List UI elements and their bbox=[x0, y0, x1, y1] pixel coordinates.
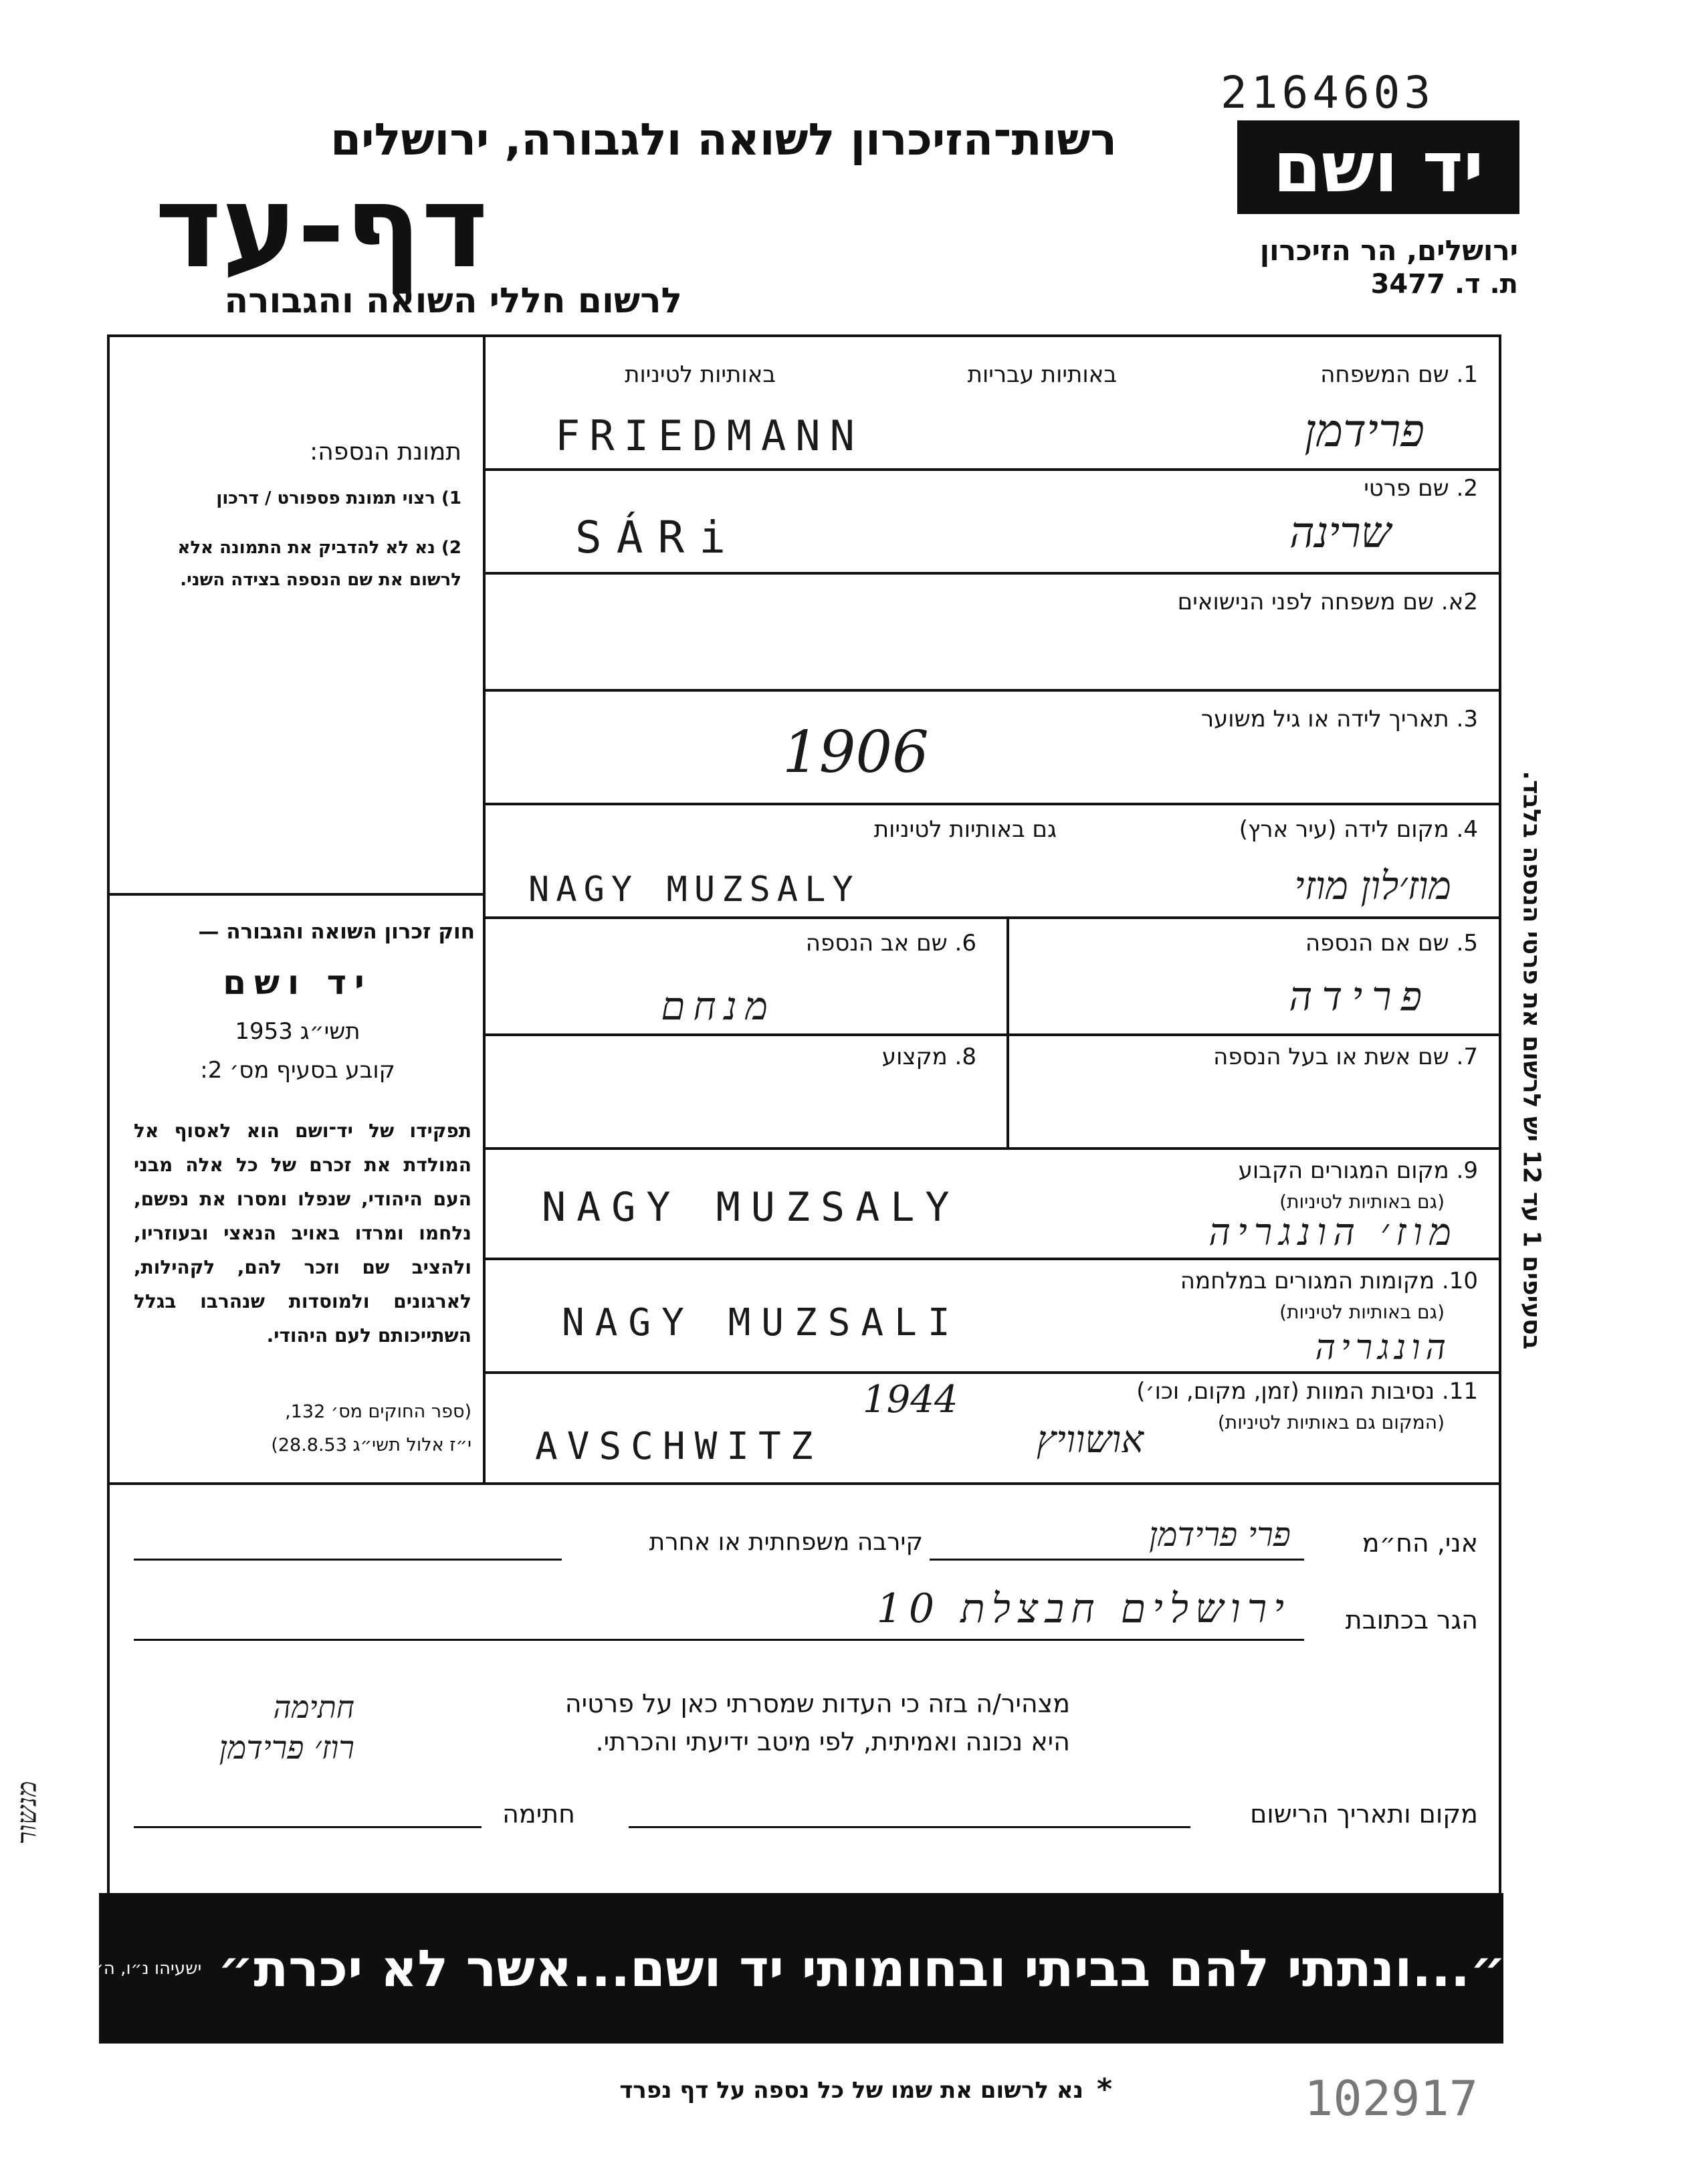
field-2-value-hebrew[interactable]: שרינה bbox=[1289, 508, 1391, 558]
footer-star: * bbox=[1097, 2072, 1113, 2106]
yad-vashem-logo bbox=[1237, 120, 1519, 214]
law-paragraph: תפקידו של יד־ושם הוא לאסוף אל המולדת את זכרם של כל אלה מבני העם היהודי, שנפלו ומסרו את נפשם, נלחמו ומרדו באויב הנאצי ובעוזריו, ולהציב שם וזכר להם, לקהילות, לארגונים ולמוסדות שנהרבו בגלל השתייכותם לעם היהודי. bbox=[134, 1120, 471, 1347]
left-column-divider bbox=[483, 334, 486, 1485]
declaration-relation-line[interactable] bbox=[134, 1559, 562, 1561]
row-sep-8 bbox=[483, 1258, 1501, 1260]
logo-text: יד ושם bbox=[1273, 126, 1484, 208]
place-date-label: מקום ותאריך הרישום bbox=[1250, 1799, 1478, 1829]
signature-note-1: חתימה bbox=[273, 1689, 354, 1725]
field-11-value-latin[interactable]: AVSCHWITZ bbox=[535, 1425, 823, 1468]
field-3-value[interactable]: 1906 bbox=[782, 719, 929, 786]
law-clause: קובע בסעיף מס׳ 2: bbox=[200, 1057, 395, 1084]
field-4-latin-note: גם באותיות לטיניות bbox=[873, 816, 1057, 843]
field-1-value-hebrew[interactable]: פרידמן bbox=[1304, 405, 1425, 458]
field-10-note: (גם באותיות לטיניות) bbox=[1279, 1301, 1445, 1323]
form-title: דף-עד bbox=[154, 161, 488, 294]
declaration-statement-2: היא נכונה ואמיתית, לפי מיטב ידיעתי והכרתי. bbox=[595, 1727, 1070, 1757]
field-2a-label: 2א. שם משפחה לפני הנישואים bbox=[1177, 589, 1478, 615]
field-11-value-hebrew[interactable]: אושוויץ bbox=[1036, 1418, 1144, 1462]
photo-note-2: 2) נא לא להדביק את התמונה אלא לרשום את שם הנספה בצידה השני. bbox=[177, 538, 461, 590]
row-sep-2 bbox=[483, 572, 1501, 575]
field-5-value[interactable]: פרידה bbox=[1289, 973, 1431, 1020]
field-9-note: (גם באותיות לטיניות) bbox=[1279, 1191, 1445, 1213]
field-9-value-latin[interactable]: NAGY MUZSALY bbox=[542, 1184, 960, 1231]
field-1-latin-col: באותיות לטיניות bbox=[625, 361, 776, 388]
field-5-label: 5. שם אם הנספה bbox=[1305, 930, 1478, 957]
field-7-label: 7. שם אשת או בעל הנספה bbox=[1213, 1044, 1478, 1070]
field-2-value-latin[interactable]: SÁRi bbox=[575, 512, 740, 563]
field-10-label: 10. מקומות המגורים במלחמה bbox=[1180, 1268, 1478, 1294]
signature-margin bbox=[7, 1746, 47, 1880]
field-11-label: 11. נסיבות המוות (זמן, מקום, וכו׳) bbox=[1136, 1378, 1478, 1405]
declaration-i-value[interactable]: פרי פרידמן bbox=[1149, 1515, 1291, 1554]
field-9-label: 9. מקום המגורים הקבוע bbox=[1238, 1157, 1478, 1184]
photo-note-1: 1) רצוי תמונת פספורט / דרכון bbox=[216, 488, 461, 508]
banner-quote: ״...ונתתי להם בביתי ובחומותי יד ושם...אשר לא יכרת״ bbox=[217, 1939, 1506, 1998]
field-11-note: (המקום גם באותיות לטיניות) bbox=[1217, 1411, 1445, 1433]
signature-note-2: רוז׳ פרידמן bbox=[219, 1729, 354, 1767]
declaration-i-line bbox=[930, 1559, 1304, 1561]
field-11-year[interactable]: 1944 bbox=[863, 1378, 958, 1421]
row-sep-6 bbox=[483, 1033, 1501, 1036]
banner-source: ישעיהו נ״ו, ה׳ bbox=[96, 1958, 202, 1979]
field-3-label: 3. תאריך לידה או גיל משוער bbox=[1200, 706, 1478, 732]
quote-banner bbox=[96, 1893, 1506, 2044]
field-6-label: 6. שם אב הנספה bbox=[805, 930, 976, 957]
fields-bottom-line bbox=[107, 1482, 1501, 1485]
field-10-value-hebrew[interactable]: הונגריה bbox=[1315, 1328, 1451, 1368]
field-4-label: 4. מקום לידה (עיר ארץ) bbox=[1239, 816, 1478, 843]
signature-line[interactable] bbox=[134, 1826, 482, 1828]
side-note-text: בסעיפים 1 עד 12 יש לרשום את פרטי הנספה בלבד. bbox=[1517, 771, 1546, 1350]
field-4-value-latin[interactable]: NAGY MUZSALY bbox=[528, 870, 860, 910]
photo-law-divider bbox=[107, 893, 486, 896]
field-9-value-hebrew[interactable]: מוז׳ הונגריה bbox=[1208, 1211, 1458, 1254]
declaration-address-value[interactable]: ירושלים חבצלת 10 bbox=[876, 1585, 1291, 1632]
field-2-label: 2. שם פרטי bbox=[1364, 475, 1478, 502]
row-sep-4 bbox=[483, 803, 1501, 805]
place-date-line[interactable] bbox=[629, 1826, 1190, 1828]
field-6-value[interactable]: מנחם bbox=[661, 983, 776, 1029]
field-4-value-hebrew[interactable]: מוז׳לון מוזי bbox=[1294, 863, 1451, 908]
address-line-2: ת. ד. 3477 bbox=[1370, 269, 1518, 300]
law-reference-date: י״ז אלול תשי״ג 28.8.53) bbox=[271, 1435, 471, 1456]
footer-note: נא לרשום את שמו של כל נספה על דף נפרד bbox=[619, 2077, 1083, 2104]
declaration-i-label: אני, הח״מ bbox=[1362, 1528, 1478, 1558]
footer-serial: 102917 bbox=[1304, 2070, 1479, 2126]
declaration-address-line bbox=[134, 1639, 1304, 1641]
declaration-address-label: הגר בכתובת bbox=[1345, 1605, 1478, 1635]
document-number: 2164603 bbox=[1221, 67, 1435, 118]
law-name: יד ושם bbox=[223, 963, 373, 1002]
row-sep-1 bbox=[483, 468, 1501, 471]
declaration-statement-1: מצהיר/ה בזה כי העדות שמסרתי כאן על פרטיה bbox=[564, 1689, 1070, 1718]
field-1-label: 1. שם המשפחה bbox=[1320, 361, 1478, 388]
form-subtitle: לרשום חללי השואה והגבורה bbox=[224, 281, 682, 321]
row-split-5-6 bbox=[1007, 916, 1009, 1147]
field-1-hebrew-col: באותיות עבריות bbox=[967, 361, 1117, 388]
law-year: תשי״ג 1953 bbox=[235, 1018, 360, 1045]
law-title: חוק זכרון השואה והגבורה — bbox=[198, 920, 475, 944]
signature-margin-text: מנשור bbox=[11, 1781, 43, 1845]
photo-box-title: תמונת הנספה: bbox=[310, 438, 461, 466]
authority-name: רשות־הזיכרון לשואה ולגבורה, ירושלים bbox=[330, 114, 1117, 165]
side-note bbox=[1518, 719, 1545, 1401]
row-sep-7 bbox=[483, 1147, 1501, 1150]
row-sep-3 bbox=[483, 689, 1501, 692]
law-reference: (ספר החוקים מס׳ 132, bbox=[285, 1401, 471, 1422]
row-sep-9 bbox=[483, 1371, 1501, 1374]
declaration-relation-label: קירבה משפחתית או אחרת bbox=[649, 1528, 923, 1556]
address-line-1: ירושלים, הר הזיכרון bbox=[1259, 234, 1518, 267]
row-sep-5 bbox=[483, 916, 1501, 919]
signature-label: חתימה bbox=[502, 1799, 575, 1829]
field-8-label: 8. מקצוע bbox=[881, 1044, 976, 1070]
field-1-value-latin[interactable]: FRIEDMANN bbox=[555, 411, 864, 460]
field-10-value-latin[interactable]: NAGY MUZSALI bbox=[562, 1301, 961, 1345]
